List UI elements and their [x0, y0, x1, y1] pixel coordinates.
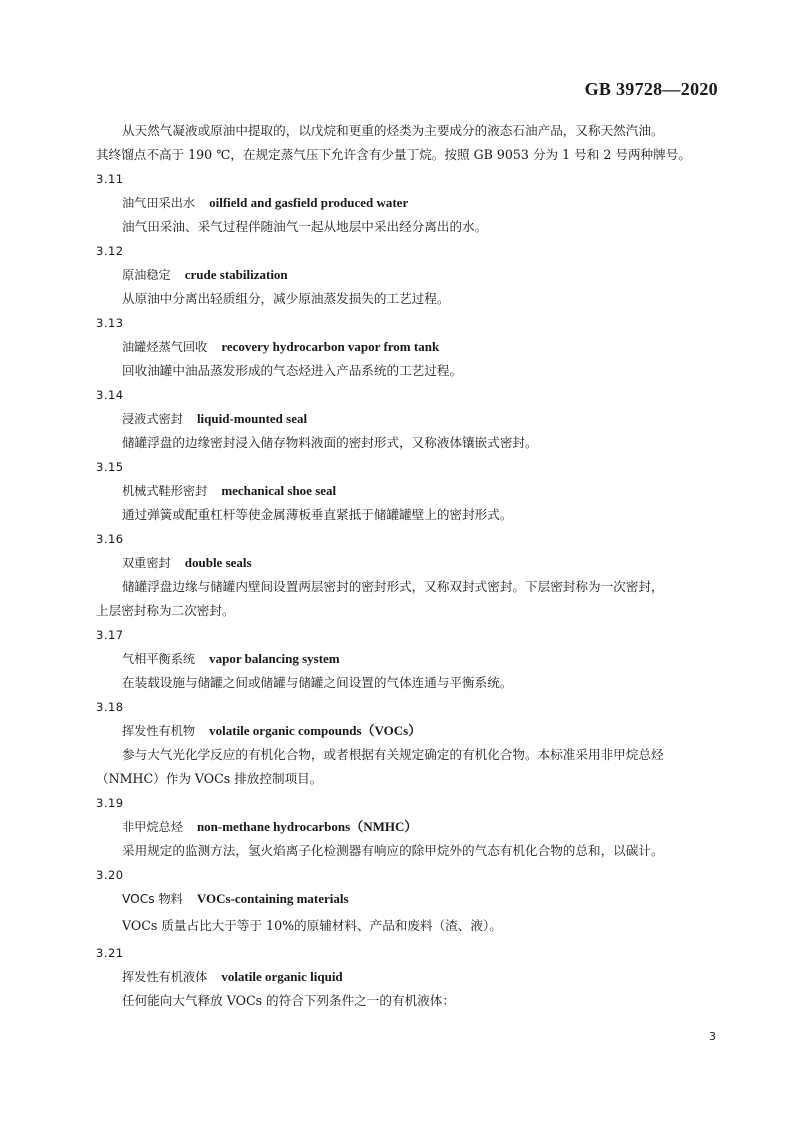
- term-definition: 参与大气光化学反应的有机化合物，或者根据有关规定确定的有机化合物。本标准采用非甲烷总烃: [122, 747, 664, 762]
- clause-number: 3.18: [96, 700, 124, 714]
- clause-number: 3.20: [96, 868, 124, 882]
- intro-line-2: 其终馏点不高于 190 ℃，在规定蒸气压下允许含有少量丁烷。按照 GB 9053 分为 1 号和 2 号两种牌号。: [96, 147, 691, 162]
- term-heading: [96, 965, 718, 989]
- standard-number-header: GB 39728—2020: [584, 79, 718, 99]
- term-chinese: 浸液式密封: [122, 412, 183, 426]
- term-chinese: 油气田采出水: [122, 196, 196, 210]
- term-chinese: 油罐烃蒸气回收: [122, 340, 208, 354]
- term-chinese: 挥发性有机物: [122, 724, 196, 738]
- term-entry: [96, 167, 718, 239]
- term-entry: [96, 239, 718, 311]
- term-entry: [96, 455, 718, 527]
- term-entry: [96, 791, 718, 863]
- term-heading: [96, 647, 718, 671]
- term-english: volatile organic compounds（VOCs）: [209, 723, 422, 738]
- term-definition: 上层密封称为二次密封。: [96, 603, 235, 618]
- term-heading: [96, 263, 718, 287]
- page-number: 3: [709, 1030, 716, 1043]
- clause-number: 3.16: [96, 532, 124, 546]
- term-definition: 采用规定的监测方法，氢火焰离子化检测器有响应的除甲烷外的气态有机化合物的总和，以碳计。: [122, 843, 664, 858]
- term-english: double seals: [184, 555, 252, 570]
- term-entry: [96, 941, 718, 1013]
- term-english: crude stabilization: [184, 267, 288, 282]
- term-definition: 通过弹簧或配重杠杆等使金属薄板垂直紧抵于储罐罐壁上的密封形式。: [122, 507, 513, 522]
- clause-number: 3.12: [96, 244, 124, 258]
- term-chinese: 原油稳定: [122, 268, 171, 282]
- term-entry: [96, 527, 718, 623]
- term-chinese: 非甲烷总烃: [122, 820, 183, 834]
- term-definition: VOCs 质量占比大于等于 10%的原辅材料、产品和废料（渣、液）。: [122, 918, 502, 933]
- clause-number: 3.19: [96, 796, 124, 810]
- document-body: [96, 119, 718, 1013]
- term-english: mechanical shoe seal: [221, 483, 337, 498]
- term-chinese: 机械式鞋形密封: [122, 484, 208, 498]
- term-definition: （NMHC）作为 VOCs 排放控制项目。: [96, 771, 323, 786]
- term-chinese: 气相平衡系统: [122, 652, 196, 666]
- term-english: vapor balancing system: [209, 651, 340, 666]
- term-english: non-methane hydrocarbons（NMHC）: [196, 819, 418, 834]
- term-english: oilfield and gasfield produced water: [209, 195, 409, 210]
- term-heading: [96, 335, 718, 359]
- term-definition: 储罐浮盘的边缘密封浸入储存物料液面的密封形式，又称液体镶嵌式密封。: [122, 435, 538, 450]
- term-heading: [96, 719, 718, 743]
- clause-number: 3.21: [96, 946, 124, 960]
- term-english: volatile organic liquid: [221, 969, 343, 984]
- term-definition: 回收油罐中油品蒸发形成的气态烃进入产品系统的工艺过程。: [122, 363, 463, 378]
- term-chinese: VOCs 物料: [122, 892, 183, 906]
- term-entry: [96, 311, 718, 383]
- clause-number: 3.17: [96, 628, 124, 642]
- clause-number: 3.11: [96, 172, 124, 186]
- clause-number: 3.15: [96, 460, 124, 474]
- intro-line-1: 从天然气凝液或原油中提取的，以戊烷和更重的烃类为主要成分的液态石油产品，又称天然汽油。: [122, 123, 664, 138]
- term-definitions-list: [96, 167, 718, 1013]
- term-heading: [96, 551, 718, 575]
- term-english: liquid-mounted seal: [196, 411, 308, 426]
- term-definition: 任何能向大气释放 VOCs 的符合下列条件之一的有机液体：: [122, 993, 455, 1008]
- term-heading: [96, 479, 718, 503]
- term-heading: [96, 887, 718, 911]
- term-chinese: 双重密封: [122, 556, 171, 570]
- term-entry: [96, 623, 718, 695]
- term-definition: 在装载设施与储罐之间或储罐与储罐之间设置的气体连通与平衡系统。: [122, 675, 513, 690]
- term-definition: 油气田采油、采气过程伴随油气一起从地层中采出经分离出的水。: [122, 219, 488, 234]
- term-english: recovery hydrocarbon vapor from tank: [221, 339, 440, 354]
- term-entry: [96, 863, 718, 938]
- term-definition: 从原油中分离出轻质组分，减少原油蒸发损失的工艺过程。: [122, 291, 450, 306]
- clause-number: 3.13: [96, 316, 124, 330]
- clause-number: 3.14: [96, 388, 124, 402]
- term-definition: 储罐浮盘边缘与储罐内壁间设置两层密封的密封形式，又称双封式密封。下层密封称为一次密封，: [122, 579, 664, 594]
- term-heading: [96, 191, 718, 215]
- term-heading: [96, 407, 718, 431]
- term-chinese: 挥发性有机液体: [122, 970, 208, 984]
- term-entry: [96, 383, 718, 455]
- term-entry: [96, 695, 718, 791]
- term-english: VOCs-containing materials: [196, 891, 349, 906]
- term-heading: [96, 815, 718, 839]
